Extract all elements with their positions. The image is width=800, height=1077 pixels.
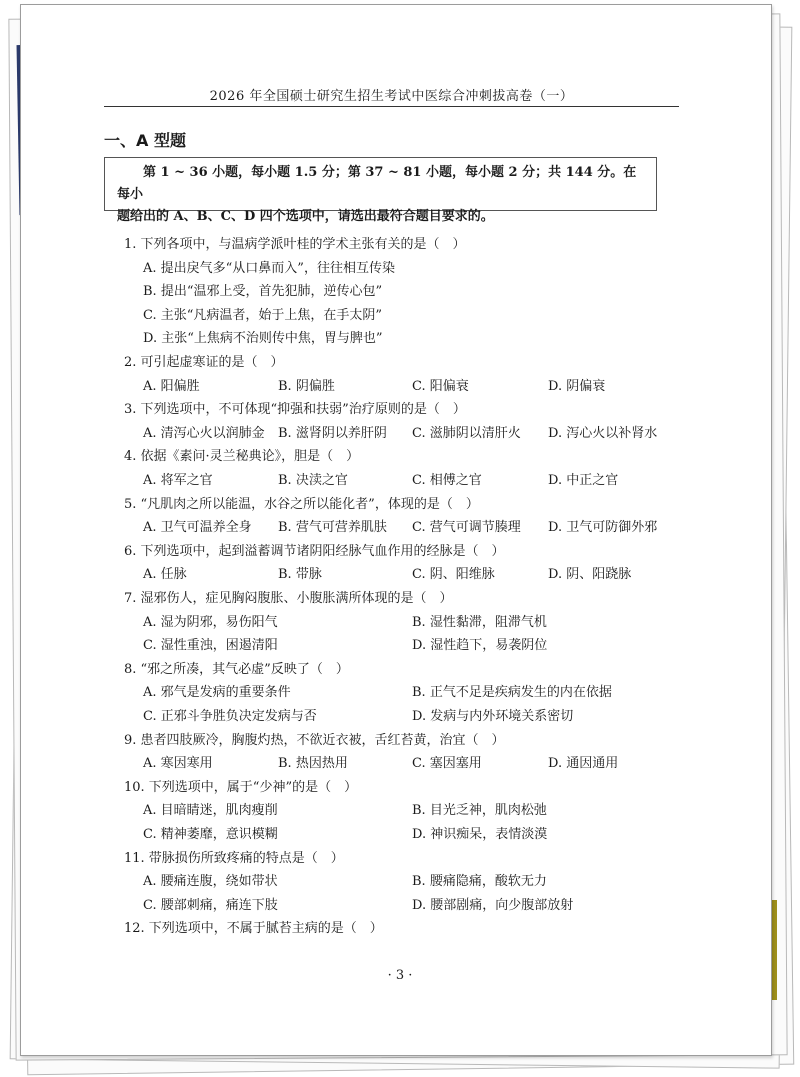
answer-option: A. 卫气可温养全身 [143, 520, 252, 536]
answer-option: B. 腰痛隐痛，酸软无力 [412, 874, 547, 890]
answer-option: C. 相傅之官 [412, 473, 482, 488]
answer-option: C. 湿性重浊，困遏清阳 [143, 638, 278, 654]
question-stem: 12. 下列选项中，不属于腻苔主病的是（ ） [124, 921, 383, 937]
answer-option: B. 正气不足是疾病发生的内在依据 [412, 685, 612, 701]
answer-option: B. 提出“温邪上受，首先犯肺，逆传心包” [143, 284, 383, 300]
page-number: · 3 · [387, 968, 413, 983]
instructions-text: 第 1 ~ 36 小题，每小题 1.5 分；第 37 ~ 81 小题，每小题 2 分；共 144 分。在每小 [117, 165, 637, 202]
answer-option: A. 目暗睛迷，肌肉瘦削 [143, 803, 278, 819]
answer-option: B. 滋肾阴以养肝阴 [278, 425, 387, 441]
question-stem: 10. 下列选项中，属于“少神”的是（ ） [124, 779, 358, 795]
answer-option: A. 邪气是发病的重要条件 [143, 685, 291, 701]
answer-option: A. 湿为阴邪，易伤阳气 [143, 614, 278, 630]
question-stem: 5. “凡肌肉之所以能温，水谷之所以能化者”，体现的是（ ） [124, 496, 479, 512]
question-stem: 4. 依据《素问·灵兰秘典论》，胆是（ ） [124, 449, 360, 465]
answer-option: D. 湿性趋下，易袭阴位 [412, 638, 548, 654]
answer-option: A. 阳偏胜 [143, 378, 200, 394]
answer-option: C. 精神萎靡，意识模糊 [143, 827, 278, 842]
answer-option: A. 提出戾气多“从口鼻而入”，往往相互传染 [143, 260, 395, 276]
instructions-text: 题给出的 A、B、C、D 四个选项中，请选出最符合题目要求的。 [117, 209, 494, 224]
answer-option: C. 主张“凡病温者，始于上焦，在手太阴” [143, 307, 383, 323]
question-stem: 1. 下列各项中，与温病学派叶桂的学术主张有关的是（ ） [124, 237, 466, 252]
instructions-line [117, 206, 644, 228]
answer-option: D. 通因通用 [548, 756, 619, 772]
answer-option: B. 带脉 [278, 567, 322, 583]
answer-option: D. 中正之官 [548, 473, 619, 488]
question-stem: 2. 可引起虚寒证的是（ ） [124, 355, 284, 370]
answer-option: B. 热因热用 [278, 756, 348, 772]
answer-option: D. 卫气可防御外邪 [548, 520, 658, 536]
answer-option: B. 决渎之官 [278, 473, 348, 488]
answer-option: D. 发病与内外环境关系密切 [412, 709, 574, 724]
answer-option: C. 塞因塞用 [412, 756, 482, 772]
answer-option: C. 腰部刺痛，痛连下肢 [143, 897, 278, 913]
answer-option: C. 阳偏衰 [412, 378, 469, 394]
answer-option: C. 滋肺阴以清肝火 [412, 425, 521, 441]
answer-option: C. 营气可调节腠理 [412, 520, 521, 536]
answer-option: A. 任脉 [143, 567, 187, 583]
answer-option: C. 正邪斗争胜负决定发病与否 [143, 709, 317, 724]
question-stem: 11. 带脉损伤所致疼痛的特点是（ ） [124, 850, 344, 866]
answer-option: A. 清泻心火以润肺金 [143, 425, 265, 441]
answer-option: D. 阴、阳跷脉 [548, 567, 632, 583]
answer-option: D. 腰部剧痛，向少腹部放射 [412, 897, 574, 913]
answer-option: B. 营气可营养肌肤 [278, 520, 387, 536]
answer-option: A. 将军之官 [143, 473, 213, 488]
question-stem: 9. 患者四肢厥冷，胸腹灼热，不欲近衣被，舌红苔黄，治宜（ ） [124, 732, 505, 748]
instructions-line [117, 162, 644, 206]
answer-option: A. 腰痛连腹，绕如带状 [143, 874, 278, 890]
answer-option: D. 主张“上焦病不治则传中焦，胃与脾也” [143, 331, 383, 347]
answer-option: B. 目光乏神，肌肉松弛 [412, 803, 547, 819]
question-stem: 3. 下列选项中，不可体现“抑强和扶弱”治疗原则的是（ ） [124, 402, 466, 418]
question-stem: 6. 下列选项中，起到溢蓄调节诸阴阳经脉气血作用的经脉是（ ） [124, 543, 505, 559]
answer-option: B. 阴偏胜 [278, 378, 335, 394]
answer-option: D. 泻心火以补肾水 [548, 425, 658, 441]
question-stem: 7. 湿邪伤人，症见胸闷腹胀、小腹胀满所体现的是（ ） [124, 591, 453, 606]
answer-option: D. 神识痴呆，表情淡漠 [412, 827, 548, 842]
answer-option: A. 寒因寒用 [143, 756, 213, 772]
answer-option: D. 阴偏衰 [548, 378, 606, 394]
answer-option: B. 湿性黏滞，阻滞气机 [412, 614, 547, 630]
running-header: 2026 年全国硕士研究生招生考试中医综合冲刺拔高卷（一） [209, 89, 574, 104]
header-rule [104, 106, 679, 107]
instructions-box [104, 157, 657, 224]
question-stem: 8. “邪之所凑，其气必虚”反映了（ ） [124, 661, 349, 677]
section-title: 一、A 型题 [104, 131, 186, 150]
answer-option: C. 阴、阳维脉 [412, 567, 495, 583]
